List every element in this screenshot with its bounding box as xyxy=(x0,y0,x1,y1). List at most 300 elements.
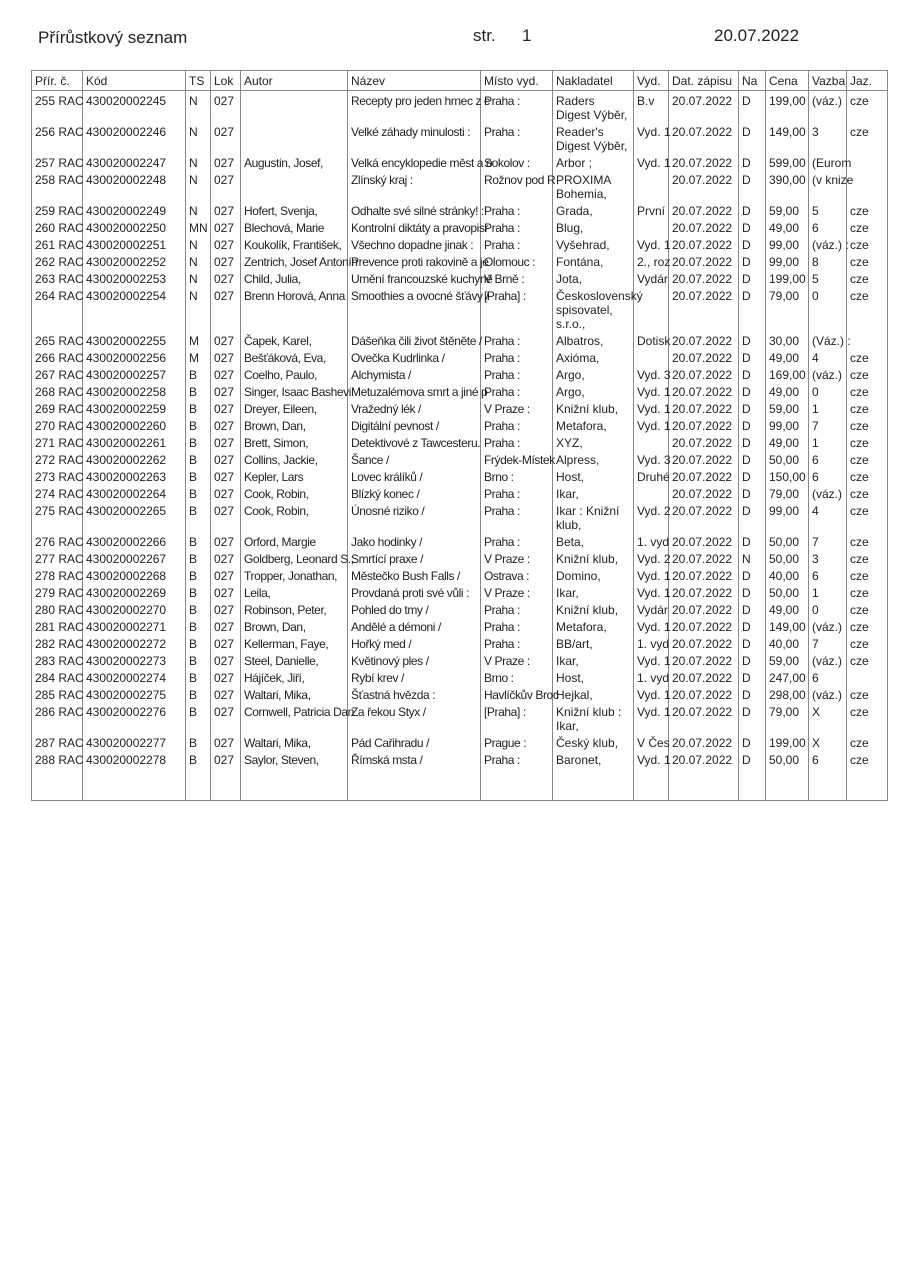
cell-code: 430020002245 xyxy=(83,91,186,123)
cell-code: 430020002267 xyxy=(83,549,186,566)
cell-author: Saylor, Steven, xyxy=(241,750,348,767)
cell-edition: Vyd. 3 xyxy=(634,365,669,382)
cell-code: 430020002269 xyxy=(83,583,186,600)
cell-binding: 7 xyxy=(809,634,847,651)
cell-price: 247,00 xyxy=(766,668,809,685)
cell-title: Za řekou Styx / xyxy=(348,702,481,733)
cell-author: Čapek, Karel, xyxy=(241,331,348,348)
table-row xyxy=(32,467,888,484)
cell-author: Singer, Isaac Bashevi: xyxy=(241,382,348,399)
cell-title: Ovečka Kudrlinka / xyxy=(348,348,481,365)
cell-ts: B xyxy=(186,617,211,634)
cell-binding: 1 xyxy=(809,399,847,416)
cell-acquisition: D xyxy=(739,218,766,235)
cell-acquisition: D xyxy=(739,668,766,685)
cell-location: 027 xyxy=(211,566,241,583)
cell-acquisition: D xyxy=(739,702,766,733)
cell-title: Velké záhady minulosti : xyxy=(348,122,481,153)
cell-binding: 5 xyxy=(809,269,847,286)
report-date: 20.07.2022 xyxy=(714,26,800,45)
cell-price: 99,00 xyxy=(766,252,809,269)
cell-binding: (v knize xyxy=(809,170,847,201)
cell-language: cze xyxy=(847,286,888,331)
cell-price: 150,00 xyxy=(766,467,809,484)
cell-place: Rožnov pod R xyxy=(481,170,553,201)
cell-entry-date: 20.07.2022 xyxy=(669,651,739,668)
cell-location: 027 xyxy=(211,331,241,348)
cell-acquisition: D xyxy=(739,566,766,583)
cell-location: 027 xyxy=(211,484,241,501)
empty-cell xyxy=(669,767,739,801)
cell-place: Praha : xyxy=(481,750,553,767)
cell-code: 430020002273 xyxy=(83,651,186,668)
cell-binding: 1 xyxy=(809,433,847,450)
table-row xyxy=(32,532,888,549)
cell-location: 027 xyxy=(211,501,241,532)
cell-language: cze xyxy=(847,218,888,235)
cell-publisher: PROXIMA Bohemia, xyxy=(553,170,634,201)
cell-price: 79,00 xyxy=(766,286,809,331)
table-row xyxy=(32,382,888,399)
cell-acquisition: D xyxy=(739,617,766,634)
cell-author xyxy=(241,91,348,123)
cell-language: cze xyxy=(847,252,888,269)
cell-acquisition: D xyxy=(739,685,766,702)
cell-place: Frýdek-Místek xyxy=(481,450,553,467)
cell-publisher: Domino, xyxy=(553,566,634,583)
cell-binding: X xyxy=(809,702,847,733)
cell-code: 430020002252 xyxy=(83,252,186,269)
cell-author: Child, Julia, xyxy=(241,269,348,286)
cell-place: Praha : xyxy=(481,91,553,123)
cell-author xyxy=(241,122,348,153)
cell-edition: Vyd. 1 xyxy=(634,651,669,668)
cell-title: Únosné riziko / xyxy=(348,501,481,532)
cell-author: Leila, xyxy=(241,583,348,600)
cell-accession-no: 259 RAC xyxy=(32,201,83,218)
table-row xyxy=(32,252,888,269)
cell-ts: N xyxy=(186,153,211,170)
cell-accession-no: 274 RAC xyxy=(32,484,83,501)
cell-place: Brno : xyxy=(481,668,553,685)
cell-edition: Vyd. 1 xyxy=(634,382,669,399)
cell-ts: B xyxy=(186,583,211,600)
cell-price: 49,00 xyxy=(766,218,809,235)
cell-price: 390,00 xyxy=(766,170,809,201)
table-row xyxy=(32,170,888,201)
cell-language: cze xyxy=(847,634,888,651)
cell-code: 430020002263 xyxy=(83,467,186,484)
cell-title: Šance / xyxy=(348,450,481,467)
cell-code: 430020002270 xyxy=(83,600,186,617)
cell-language: cze xyxy=(847,549,888,566)
cell-price: 49,00 xyxy=(766,600,809,617)
cell-ts: B xyxy=(186,399,211,416)
cell-ts: N xyxy=(186,201,211,218)
cell-ts: N xyxy=(186,170,211,201)
cell-acquisition: D xyxy=(739,153,766,170)
cell-location: 027 xyxy=(211,170,241,201)
cell-entry-date: 20.07.2022 xyxy=(669,269,739,286)
cell-binding: 6 xyxy=(809,750,847,767)
cell-publisher: Ikar, xyxy=(553,583,634,600)
cell-binding: (váz.) xyxy=(809,484,847,501)
cell-binding: (váz.) xyxy=(809,685,847,702)
cell-edition: Vydár xyxy=(634,600,669,617)
cell-language: cze xyxy=(847,467,888,484)
cell-place: Praha : xyxy=(481,433,553,450)
cell-edition: Vyd. 1 xyxy=(634,566,669,583)
cell-language: cze xyxy=(847,122,888,153)
cell-title: Blízký konec / xyxy=(348,484,481,501)
table-row xyxy=(32,549,888,566)
cell-location: 027 xyxy=(211,235,241,252)
cell-location: 027 xyxy=(211,600,241,617)
cell-edition: 1. vyd xyxy=(634,532,669,549)
cell-entry-date: 20.07.2022 xyxy=(669,702,739,733)
cell-price: 30,00 xyxy=(766,331,809,348)
cell-entry-date: 20.07.2022 xyxy=(669,286,739,331)
empty-cell xyxy=(211,767,241,801)
cell-entry-date: 20.07.2022 xyxy=(669,484,739,501)
page-number: 1 xyxy=(522,26,532,45)
cell-language: cze xyxy=(847,566,888,583)
cell-price: 49,00 xyxy=(766,433,809,450)
cell-language: cze xyxy=(847,450,888,467)
cell-acquisition: D xyxy=(739,286,766,331)
cell-edition: Vyd. 2 xyxy=(634,501,669,532)
cell-ts: B xyxy=(186,433,211,450)
cell-ts: B xyxy=(186,668,211,685)
cell-acquisition: D xyxy=(739,170,766,201)
cell-ts: B xyxy=(186,416,211,433)
cell-code: 430020002247 xyxy=(83,153,186,170)
cell-place: V Praze : xyxy=(481,549,553,566)
cell-entry-date: 20.07.2022 xyxy=(669,750,739,767)
cell-binding: (váz.) xyxy=(809,91,847,123)
cell-ts: N xyxy=(186,122,211,153)
cell-place: Brno : xyxy=(481,467,553,484)
cell-code: 430020002265 xyxy=(83,501,186,532)
cell-entry-date: 20.07.2022 xyxy=(669,501,739,532)
cell-publisher: BB/art, xyxy=(553,634,634,651)
cell-acquisition: D xyxy=(739,501,766,532)
cell-acquisition: D xyxy=(739,235,766,252)
cell-price: 149,00 xyxy=(766,617,809,634)
table-row xyxy=(32,685,888,702)
cell-accession-no: 270 RAC xyxy=(32,416,83,433)
cell-entry-date: 20.07.2022 xyxy=(669,566,739,583)
cell-entry-date: 20.07.2022 xyxy=(669,450,739,467)
cell-entry-date: 20.07.2022 xyxy=(669,399,739,416)
table-row xyxy=(32,450,888,467)
cell-accession-no: 262 RAC xyxy=(32,252,83,269)
cell-code: 430020002249 xyxy=(83,201,186,218)
cell-publisher: Baronet, xyxy=(553,750,634,767)
table-row xyxy=(32,416,888,433)
cell-title: Hořký med / xyxy=(348,634,481,651)
empty-cell xyxy=(32,767,83,801)
cell-price: 50,00 xyxy=(766,532,809,549)
cell-code: 430020002256 xyxy=(83,348,186,365)
empty-cell xyxy=(809,767,847,801)
col-header-accession-no: Přír. č. xyxy=(32,71,83,91)
cell-accession-no: 255 RAC xyxy=(32,91,83,123)
cell-binding: X xyxy=(809,733,847,750)
cell-publisher: Fontána, xyxy=(553,252,634,269)
cell-location: 027 xyxy=(211,122,241,153)
cell-accession-no: 272 RAC xyxy=(32,450,83,467)
cell-place: Praha : xyxy=(481,416,553,433)
cell-location: 027 xyxy=(211,450,241,467)
cell-ts: B xyxy=(186,750,211,767)
cell-title: Dášeňka čili život štěněte / xyxy=(348,331,481,348)
cell-title: Smrtící praxe / xyxy=(348,549,481,566)
cell-edition: Vydár xyxy=(634,269,669,286)
table-row xyxy=(32,91,888,123)
cell-title: Odhalte své silné stránky! : xyxy=(348,201,481,218)
cell-price: 50,00 xyxy=(766,583,809,600)
cell-edition: Vyd. 1 xyxy=(634,235,669,252)
empty-cell xyxy=(481,767,553,801)
cell-place: Ostrava : xyxy=(481,566,553,583)
cell-title: Vražedný lék / xyxy=(348,399,481,416)
cell-accession-no: 282 RAC xyxy=(32,634,83,651)
cell-code: 430020002257 xyxy=(83,365,186,382)
cell-author: Hájíček, Jiří, xyxy=(241,668,348,685)
cell-location: 027 xyxy=(211,651,241,668)
cell-title: Provdaná proti své vůli : xyxy=(348,583,481,600)
cell-title: Prevence proti rakovině a je xyxy=(348,252,481,269)
cell-author: Bešťáková, Eva, xyxy=(241,348,348,365)
table-empty-row xyxy=(32,767,888,801)
cell-title: Pád Cařihradu / xyxy=(348,733,481,750)
cell-publisher: Ikar : Knižní klub, xyxy=(553,501,634,532)
table-row xyxy=(32,484,888,501)
cell-location: 027 xyxy=(211,153,241,170)
cell-price: 50,00 xyxy=(766,750,809,767)
cell-accession-no: 276 RAC xyxy=(32,532,83,549)
table-body xyxy=(32,91,888,801)
cell-accession-no: 273 RAC xyxy=(32,467,83,484)
cell-publisher: Knižní klub, xyxy=(553,600,634,617)
cell-code: 430020002261 xyxy=(83,433,186,450)
cell-publisher: Host, xyxy=(553,668,634,685)
cell-entry-date: 20.07.2022 xyxy=(669,153,739,170)
cell-author: Zentrich, Josef Antonín xyxy=(241,252,348,269)
col-header-binding: Vazba xyxy=(809,71,847,91)
cell-price: 40,00 xyxy=(766,634,809,651)
cell-language xyxy=(847,331,888,348)
cell-accession-no: 256 RAC xyxy=(32,122,83,153)
cell-place: Olomouc : xyxy=(481,252,553,269)
cell-binding: (váz.) xyxy=(809,365,847,382)
cell-binding: (Váz.) : xyxy=(809,331,847,348)
cell-language: cze xyxy=(847,583,888,600)
cell-publisher: Ikar, xyxy=(553,651,634,668)
cell-code: 430020002264 xyxy=(83,484,186,501)
cell-location: 027 xyxy=(211,750,241,767)
empty-cell xyxy=(241,767,348,801)
col-header-edition: Vyd. xyxy=(634,71,669,91)
cell-entry-date: 20.07.2022 xyxy=(669,583,739,600)
cell-binding: (váz.) xyxy=(809,617,847,634)
cell-binding: 7 xyxy=(809,532,847,549)
cell-accession-no: 257 RAC xyxy=(32,153,83,170)
col-header-price: Cena xyxy=(766,71,809,91)
cell-author: Brett, Simon, xyxy=(241,433,348,450)
cell-accession-no: 286 RAC xyxy=(32,702,83,733)
cell-language: cze xyxy=(847,433,888,450)
empty-cell xyxy=(634,767,669,801)
cell-edition: B.v xyxy=(634,91,669,123)
cell-entry-date: 20.07.2022 xyxy=(669,170,739,201)
cell-acquisition: D xyxy=(739,750,766,767)
cell-language: cze xyxy=(847,235,888,252)
cell-price: 49,00 xyxy=(766,382,809,399)
cell-accession-no: 269 RAC xyxy=(32,399,83,416)
table-row xyxy=(32,122,888,153)
cell-author: Goldberg, Leonard S., xyxy=(241,549,348,566)
cell-title: Alchymista / xyxy=(348,365,481,382)
table-row xyxy=(32,348,888,365)
cell-author: Hofert, Svenja, xyxy=(241,201,348,218)
cell-publisher: Metafora, xyxy=(553,617,634,634)
cell-price: 298,00 xyxy=(766,685,809,702)
cell-location: 027 xyxy=(211,532,241,549)
cell-acquisition: D xyxy=(739,382,766,399)
cell-binding: 0 xyxy=(809,382,847,399)
cell-place: V Brně : xyxy=(481,269,553,286)
cell-title: Všechno dopadne jinak : xyxy=(348,235,481,252)
cell-accession-no: 266 RAC xyxy=(32,348,83,365)
cell-accession-no: 263 RAC xyxy=(32,269,83,286)
cell-location: 027 xyxy=(211,91,241,123)
cell-accession-no: 287 RAC xyxy=(32,733,83,750)
cell-ts: B xyxy=(186,365,211,382)
cell-publisher: XYZ, xyxy=(553,433,634,450)
cell-place: Praha : xyxy=(481,331,553,348)
cell-publisher: Argo, xyxy=(553,365,634,382)
cell-price: 99,00 xyxy=(766,416,809,433)
table-row xyxy=(32,651,888,668)
cell-location: 027 xyxy=(211,668,241,685)
cell-edition xyxy=(634,218,669,235)
cell-code: 430020002250 xyxy=(83,218,186,235)
table-row xyxy=(32,702,888,733)
cell-publisher: Alpress, xyxy=(553,450,634,467)
cell-accession-no: 285 RAC xyxy=(32,685,83,702)
cell-edition: 2., roz xyxy=(634,252,669,269)
cell-publisher: Reader's Digest Výběr, xyxy=(553,122,634,153)
col-header-place: Místo vyd. xyxy=(481,71,553,91)
cell-price: 50,00 xyxy=(766,549,809,566)
col-header-title: Název xyxy=(348,71,481,91)
cell-ts: N xyxy=(186,286,211,331)
cell-edition: V Čes xyxy=(634,733,669,750)
cell-accession-no: 261 RAC xyxy=(32,235,83,252)
cell-binding: 4 xyxy=(809,348,847,365)
cell-price: 79,00 xyxy=(766,702,809,733)
cell-price: 149,00 xyxy=(766,122,809,153)
empty-cell xyxy=(739,767,766,801)
cell-title: Velká encyklopedie měst a o xyxy=(348,153,481,170)
table-row xyxy=(32,218,888,235)
cell-acquisition: D xyxy=(739,651,766,668)
cell-edition: Vyd. 1 xyxy=(634,750,669,767)
cell-author: Kepler, Lars xyxy=(241,467,348,484)
cell-language: cze xyxy=(847,702,888,733)
cell-ts: B xyxy=(186,382,211,399)
cell-author: Blechová, Marie xyxy=(241,218,348,235)
cell-author: Waltari, Mika, xyxy=(241,733,348,750)
cell-code: 430020002278 xyxy=(83,750,186,767)
cell-place: Prague : xyxy=(481,733,553,750)
cell-binding: 6 xyxy=(809,467,847,484)
cell-author: Waltari, Mika, xyxy=(241,685,348,702)
cell-title: Smoothies a ovocné šťávy / xyxy=(348,286,481,331)
cell-entry-date: 20.07.2022 xyxy=(669,91,739,123)
cell-location: 027 xyxy=(211,549,241,566)
accession-table xyxy=(31,70,888,801)
cell-publisher: Host, xyxy=(553,467,634,484)
cell-entry-date: 20.07.2022 xyxy=(669,416,739,433)
cell-ts: N xyxy=(186,91,211,123)
cell-ts: M xyxy=(186,348,211,365)
cell-ts: B xyxy=(186,685,211,702)
cell-language: cze xyxy=(847,685,888,702)
cell-binding: (Eurom xyxy=(809,153,847,170)
cell-publisher: Raders Digest Výběr, xyxy=(553,91,634,123)
cell-place: Praha : xyxy=(481,634,553,651)
cell-author: Brown, Dan, xyxy=(241,617,348,634)
cell-publisher: Hejkal, xyxy=(553,685,634,702)
cell-binding: 0 xyxy=(809,286,847,331)
cell-author: Kellerman, Faye, xyxy=(241,634,348,651)
empty-cell xyxy=(348,767,481,801)
cell-code: 430020002258 xyxy=(83,382,186,399)
table-row xyxy=(32,600,888,617)
cell-location: 027 xyxy=(211,702,241,733)
cell-entry-date: 20.07.2022 xyxy=(669,218,739,235)
cell-language: cze xyxy=(847,501,888,532)
cell-ts: B xyxy=(186,634,211,651)
cell-place: Sokolov : xyxy=(481,153,553,170)
cell-language xyxy=(847,668,888,685)
cell-place: [Praha] : xyxy=(481,702,553,733)
cell-place: Praha : xyxy=(481,348,553,365)
cell-place: Praha : xyxy=(481,532,553,549)
cell-acquisition: D xyxy=(739,122,766,153)
cell-author: Cook, Robin, xyxy=(241,501,348,532)
cell-code: 430020002253 xyxy=(83,269,186,286)
cell-location: 027 xyxy=(211,733,241,750)
table-row xyxy=(32,286,888,331)
cell-code: 430020002255 xyxy=(83,331,186,348)
cell-price: 99,00 xyxy=(766,235,809,252)
cell-binding: 6 xyxy=(809,668,847,685)
cell-ts: B xyxy=(186,467,211,484)
cell-entry-date: 20.07.2022 xyxy=(669,252,739,269)
col-header-author: Autor xyxy=(241,71,348,91)
cell-accession-no: 280 RAC xyxy=(32,600,83,617)
table-row xyxy=(32,634,888,651)
cell-place: Praha : xyxy=(481,501,553,532)
cell-code: 430020002275 xyxy=(83,685,186,702)
cell-publisher: Československý spisovatel, s.r.o., xyxy=(553,286,634,331)
cell-acquisition: D xyxy=(739,484,766,501)
cell-author: Tropper, Jonathan, xyxy=(241,566,348,583)
